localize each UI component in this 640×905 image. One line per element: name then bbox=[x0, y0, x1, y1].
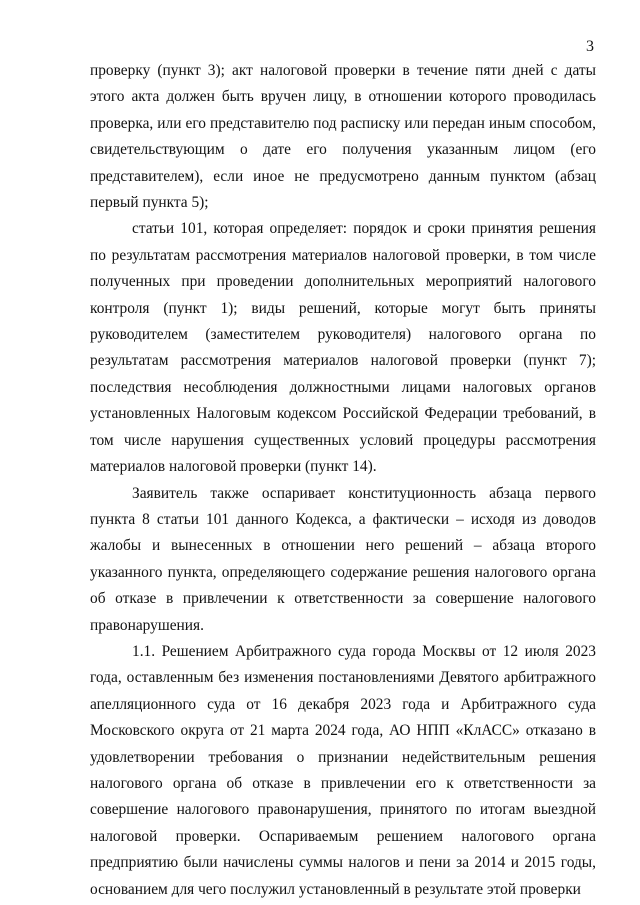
page-number: 3 bbox=[586, 38, 594, 55]
paragraph-applicant-challenge: Заявитель также оспаривает конституционность абзаца первого пункта 8 статьи 101 данного Кодекса, а фактически – исходя из доводов жалобы и вынесенных в отношении него решений – абзаца второго указанного пункта, определяющего содержание решения налогового органа об отказе в привлечении к ответственности за совершение налогового правонарушения. bbox=[90, 484, 596, 634]
paragraph-continuation: проверку (пункт 3); акт налоговой проверки в течение пяти дней с даты этого акта должен быть вручен лицу, в отношении которого проводилась проверка, или его представителю под расписку или передан иным способом, свидетельствующим о дате его получения указанным лицом (его представителем), если иное не предусмотрено данным пунктом (абзац первый пункта 5); bbox=[90, 62, 596, 212]
paragraph-article-101: статьи 101, которая определяет: порядок и сроки принятия решения по результатам рассмотрения материалов налоговой проверки, в том числе полученных при проведении дополнительных мероприятий налогового контроля (пункт 1); виды решений, которые могут быть приняты руководителем (заместителем руководителя) налогового органа по результатам рассмотрения материалов налоговой проверки (пункт 7); последствия несоблюдения должностными лицами налоговых органов установленных Налоговым кодексом Российской Федерации требований, в том числе нарушения существенных условий процедуры рассмотрения материалов налоговой проверки (пункт 14). bbox=[90, 220, 596, 476]
paragraph-section-1-1: 1.1. Решением Арбитражного суда города Москвы от 12 июля 2023 года, оставленным без изменения постановлениями Девятого арбитражного апелляционного суда от 16 декабря 2023 года и Арбитражного суда Московского округа от 21 марта 2024 года, АО НПП «КлАСС» отказано в удовлетворении требования о признании недействительным решения налогового органа об отказе в привлечении его к ответственности за совершение налогового правонарушения, принятого по итогам выездной налоговой проверки. Оспариваемым решением налогового органа предприятию были начислены суммы налогов и пени за 2014 и 2015 годы, основанием для чего послужил установленный в результате этой проверки bbox=[90, 642, 596, 898]
document-body bbox=[90, 58, 596, 903]
